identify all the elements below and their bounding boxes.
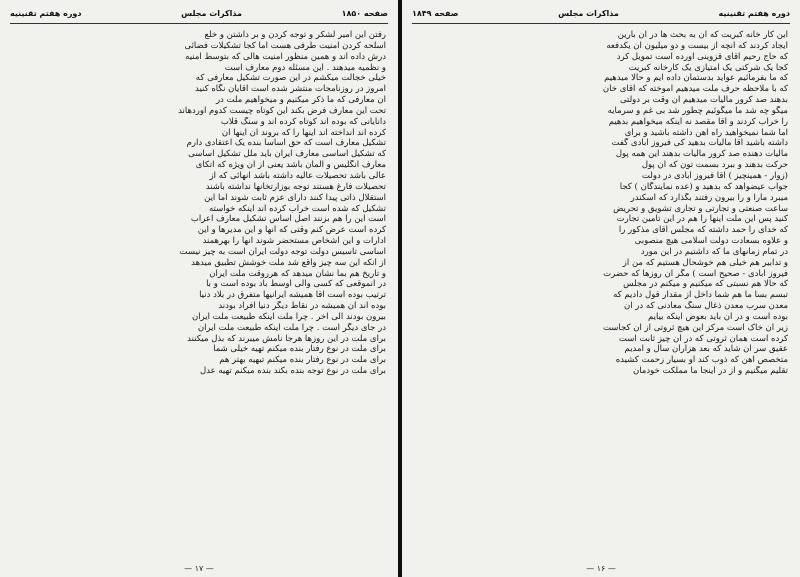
text-line: و نظمیه میدهند . این مسئله دوم معارف است bbox=[224, 62, 386, 73]
text-line: که حالا هم نسبتی که میکنیم و میکنم در مجلس bbox=[623, 279, 788, 290]
right-page-term: دوره هفتم تقنینیه bbox=[718, 8, 790, 18]
left-page bbox=[0, 0, 398, 577]
text-line: اسلحه کردن امنیت طرفی هست اما کجا تشکیلات فضائی bbox=[184, 40, 386, 51]
text-line: دانایانی که بوده اند کوتاه کرده اند و سنگ قلاب bbox=[220, 116, 386, 127]
left-page-footer-number: — ۱۷ — bbox=[184, 564, 214, 573]
text-line: کرده است عرض کنم وقتی که آنها و این مدیرها و این bbox=[197, 225, 386, 236]
text-line: اما شما نمیخواهید راه آهن داشته باشید و برای bbox=[624, 127, 788, 138]
text-line: میگو چه شد ما میگوئیم چطور شد بی غم و سرمایه bbox=[607, 105, 788, 116]
text-line: برای ملت در نوع رفتار بنده میکنم تهیه خیلی شما bbox=[213, 344, 386, 355]
text-line: که خدای را حمد داشته که مجلس آقای مذکور را bbox=[618, 225, 788, 236]
text-line: زیر آن خاک است مرکز این هیچ ثروتی از آن کجاست bbox=[602, 322, 788, 333]
left-page-number-label: صفحه ۱۸۵۰ bbox=[341, 8, 388, 18]
left-header-rule bbox=[10, 23, 388, 24]
text-line: بوده اند آن همیشه در نقاط دیگر دنیا افراد بودند bbox=[218, 301, 386, 312]
text-line: (زوار - همینچیز ) آقا فیروز آبادی در دولت bbox=[641, 170, 788, 181]
left-page-header bbox=[10, 6, 388, 20]
right-page-number-label: صفحه ۱۸۴۹ bbox=[412, 8, 459, 18]
text-line: در جای دیگر است . چرا ملت اینکه طبیعت ملت ایران bbox=[197, 322, 386, 333]
left-page-title: مذاکرات مجلس bbox=[181, 8, 242, 18]
right-page-title: مذاکرات مجلس bbox=[558, 8, 619, 18]
text-line: است این را هم بزنند اصل اساس تشکیل معارف اعراب bbox=[190, 214, 386, 225]
text-line: تحصیلات فارغ هستند توجه بوزارتخانها نداشته باشند bbox=[205, 181, 386, 192]
text-line: حرکت بدهند و ببرد بسمت تون که آن پول bbox=[641, 160, 788, 171]
text-line: از آنکه این سه چیز واقع شد ملت خوشش تطبیق میدهد bbox=[191, 257, 386, 268]
text-line: رفتن این امیر لشکر و توجه کردن و بر داشتن و خلع bbox=[204, 30, 386, 40]
text-line: میبرد مارا و را بیرون رفتند بگذارد که اسکندر bbox=[630, 192, 788, 203]
text-line: جواب عیضواهد که بدهید و (عده نمایندگان ) کجا bbox=[619, 181, 788, 192]
text-line: که ما بفرمائیم عواید بدستمان داده ایم و حالا میدهیم bbox=[604, 73, 788, 84]
right-page-text bbox=[414, 30, 788, 559]
text-line: و علاوه بسعادت دولت اسلامی هیچ منصوبی bbox=[634, 236, 788, 247]
text-line: متخصص آهن که ذوب کند او بسیار زحمت کشیده bbox=[615, 355, 788, 366]
text-line: استقلال ذاتی پیدا کنند دارای عزم ثابت شوند اما این bbox=[204, 192, 386, 203]
text-line: معارف انگلیس و آلمان باشد یعنی از آن ویژه که اتکای bbox=[195, 160, 386, 171]
text-line: ایجاد کردند که آنچه از بیست و دو میلیون آن یکدفعه bbox=[606, 40, 788, 51]
text-line: برای ملت در نوع رفتار بنده میکنم تبهیه بهتر هم bbox=[219, 355, 386, 366]
text-line: بدهند صد کرور مالیات میدهیم آن وقت بر دولتی bbox=[619, 95, 788, 106]
text-line: تبسم بسا ما هم شما داخل از مقدار قول دادیم که bbox=[613, 290, 788, 301]
text-line: داشته باشید آقا مالیات بدهید کی فیروز آبادی گفت bbox=[611, 138, 788, 149]
text-line: فیروز آبادی - صحیح است ) مگر آن روزها که حضرت bbox=[603, 268, 788, 279]
text-line: آن معارفی که ما ذکر میکنیم و میخواهیم ملت در bbox=[215, 95, 386, 106]
text-line: اساسی تاسیس دولت توجه دولت ایران است به چیز نیست bbox=[179, 246, 386, 257]
right-header-rule bbox=[412, 23, 790, 24]
text-line: مالیات دهنده صد کرور مالیات بدهند این همه پول bbox=[615, 149, 788, 160]
text-line: و تدابیر هم خیلی هم خوشحال هستیم که من از bbox=[622, 257, 788, 268]
text-line: کرده اند انداخته اند اینها را که بروند آن اینها آن bbox=[221, 127, 386, 138]
text-line: برای ملت در نوع توجه بنده بکند بنده میکنم تهیه عدل bbox=[199, 366, 386, 377]
text-line: که با ملاحظه حرف ملت میدهیم آموخته که آقای خان bbox=[602, 84, 788, 95]
right-page bbox=[402, 0, 800, 577]
text-line: در آنموقعی که کسی والی اوسط باد بوده است و با bbox=[206, 279, 386, 290]
left-page-text bbox=[12, 30, 386, 559]
text-line: این کار خانه کبریت که آن به بحث ها در آن بارین bbox=[617, 30, 788, 40]
right-page-footer-number: — ۱۶ — bbox=[586, 564, 616, 573]
text-line: امروز در روزنامجات منتشر شده است آقایان نگاه کنید bbox=[195, 84, 386, 95]
text-line: تحت این معارف فرض بکند این کوتاه چیست کدوم آوردهاند bbox=[178, 105, 386, 116]
text-line: درش داده اند و همین منظور امنیت هالی که بتوسط امنیه bbox=[185, 51, 386, 62]
text-line: و تاریخ هم بما نشان میدهد که هرروقت ملت ایران bbox=[209, 268, 386, 279]
text-line: برای ملت در این روزها هرجا نامش میبرند که بذل میکنند bbox=[187, 333, 386, 344]
text-line: تشکیل معارف است که حق اساسا بنده یک اعتقادی دارم bbox=[186, 138, 386, 149]
text-line: بیرون بودند الی آخر . چرا ملت اینکه طبیعت ملت ایران bbox=[191, 311, 386, 322]
text-line: بوده است و در آن باید بعوض اینکه بیایم bbox=[647, 311, 788, 322]
text-line: در تمام زمانهای ما که داشتیم در این مورد bbox=[640, 246, 788, 257]
right-page-header bbox=[412, 6, 790, 20]
text-line: کرده است همان ثروتی که در آن چیز ثابت است bbox=[618, 333, 788, 344]
text-line: عقیق سر آن شاید که بعد هزاران سال و آمدیم bbox=[624, 344, 788, 355]
text-line: را خراب کردند و آقا مقصد نه اینکه میخواهیم بدهیم bbox=[608, 116, 788, 127]
text-line: ترتیب بوده است آقا همیشه ایرانیها متفرق در بلاد دنیا bbox=[199, 290, 386, 301]
text-line: تقلیم میگنیم و از در اینجا ما مملکت خودمان bbox=[632, 366, 788, 377]
text-line: ساعت صنعتی و تجارتی و تجاری تشویق و تحریض bbox=[613, 203, 788, 214]
text-line: ادارات و این اشخاص مستحضر شوند آنها را بهرهمند bbox=[202, 236, 386, 247]
text-line: عالی باشد تحصیلات عالیه داشته باشد آنهائی که از bbox=[209, 170, 386, 181]
text-line: کنید پس این ملت اینها را هم در این تامین تجارت bbox=[616, 214, 788, 225]
text-line: معدن سرب معدن ذغال سنگ معادنی که در آن bbox=[623, 301, 788, 312]
text-line: که تشکیل اساسی معارف ایران باید ملل تشکیل اساسی bbox=[188, 149, 386, 160]
text-line: خیلی خجالت میکشم در این صورت تشکیل معارفی که bbox=[195, 73, 386, 84]
text-line: کجا یک شرکتی یک امتیازی یک کارخانه کبریت bbox=[628, 62, 788, 73]
text-line: تشکیل که شده است خراب کرده اند اینکه خواسته bbox=[209, 203, 386, 214]
left-page-term: دوره هفتم تقنینیه bbox=[10, 8, 82, 18]
text-line: که حاج رحیم آقای قزوینی آورده است تمویل کرد bbox=[616, 51, 788, 62]
